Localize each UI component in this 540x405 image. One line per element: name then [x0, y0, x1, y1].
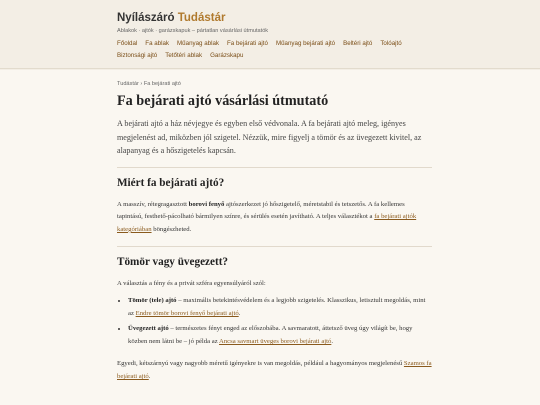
logo-accent[interactable]: Tudástár — [177, 12, 226, 24]
why-bold: borovi fenyő — [188, 200, 225, 208]
breadcrumb[interactable]: Tudástár › Fa bejárati ajtó — [117, 81, 181, 87]
choice-outro — [117, 358, 432, 383]
list-item — [128, 322, 432, 348]
product-link-szamos[interactable]: Szamos fa bejárati ajtó — [117, 360, 432, 381]
nav-item-fa-bejarati-ajto[interactable]: Fa bejárati ajtó — [227, 40, 268, 47]
choice-intro: A választás a fény és a privát szféra egyensúlyáról szól: — [117, 279, 266, 287]
nav-item-biztonsagi-ajto[interactable]: Biztonsági ajtó — [117, 52, 158, 59]
page-title: Fa bejárati ajtó vásárlási útmutató — [117, 93, 329, 109]
item-text: – maximális betekintésvédelem és a legjobb szigetelés. Klasszikus, letisztult megoldás, mint az — [128, 297, 426, 318]
why-text-end: böngészheted. — [151, 225, 192, 233]
nav-menu — [117, 38, 440, 62]
why-text-mid: ajtószerkezet jó hőszigetelő, méretstabil és tetszetős. A fa kellemes tapintású, festhető-pácolható bármilyen színre, és sérülés esetén javítható. A teljes választékot a — [117, 200, 405, 221]
list-item — [128, 294, 432, 320]
choice-list — [117, 294, 432, 348]
nav-item-fa-ablak[interactable]: Fa ablak — [145, 40, 170, 47]
product-link-endre[interactable]: Endre tömör borovi fenyő bejárati ajtó — [135, 310, 239, 318]
item-end: . — [331, 338, 334, 346]
item-text: – természetes fényt enged az előszobába. A savmaratott, áttetsző üveg úgy világít be, hogy közben nem látni be – jó példa az — [128, 325, 413, 346]
outro-end: . — [148, 373, 151, 381]
product-link-ancsa[interactable]: Ancsa savmart üveges borovi bejárati ajtó — [219, 338, 332, 346]
nav-item-muanyag-bejarati-ajto[interactable]: Műanyag bejárati ajtó — [275, 40, 336, 47]
divider — [117, 167, 432, 168]
nav-item-toloajto[interactable]: Tolóajtó — [380, 40, 402, 47]
outro-text: Egyedi, kétszárnyú vagy nagyobb méretű igényekre is van megoldás, például a hagyományos megjelenésű — [117, 360, 404, 368]
item-end: . — [238, 310, 241, 318]
nav-item-teteri-ablak[interactable]: Tetőtéri ablak — [165, 52, 203, 59]
nav-item-muanyag-ablak[interactable]: Műanyag ablak — [177, 40, 219, 47]
site-logo[interactable] — [117, 12, 540, 24]
logo-main[interactable]: Nyílászáró — [117, 12, 175, 24]
section-heading-solid-vs-glass: Tömör vagy üvegezett? — [117, 255, 229, 268]
category-link[interactable]: fa bejárati ajtók kategóriában — [117, 213, 417, 233]
section-heading-why: Miért fa bejárati ajtó? — [117, 176, 225, 189]
nav-item-fooldal[interactable]: Főoldal — [117, 40, 138, 47]
why-paragraph — [117, 199, 432, 237]
nav-item-garazskapu[interactable]: Garázskapu — [210, 52, 244, 59]
item-bold: Tömör (tele) ajtó — [128, 297, 177, 305]
lead-paragraph: A bejárati ajtó a ház névjegye és egyben első védvonala. A fa bejárati ajtó meleg, igényes megjelenést ad, miközben jól szigetel. Nézzük, mire figyelj a tömör és az üvegezett kivitel, az alapanyag és a hőszigetelés kapcsán. — [117, 119, 422, 155]
main-nav — [0, 38, 540, 69]
article — [0, 69, 432, 384]
divider — [117, 246, 432, 247]
why-text-start: A masszív, rétegragasztott — [117, 200, 189, 208]
site-tagline: Ablakok · ajtók · garázskapuk – pártatlan vásárlási útmutatók — [117, 28, 269, 34]
item-bold: Üvegezett ajtó — [128, 325, 169, 333]
nav-item-belteri-ajto[interactable]: Beltéri ajtó — [343, 40, 373, 47]
